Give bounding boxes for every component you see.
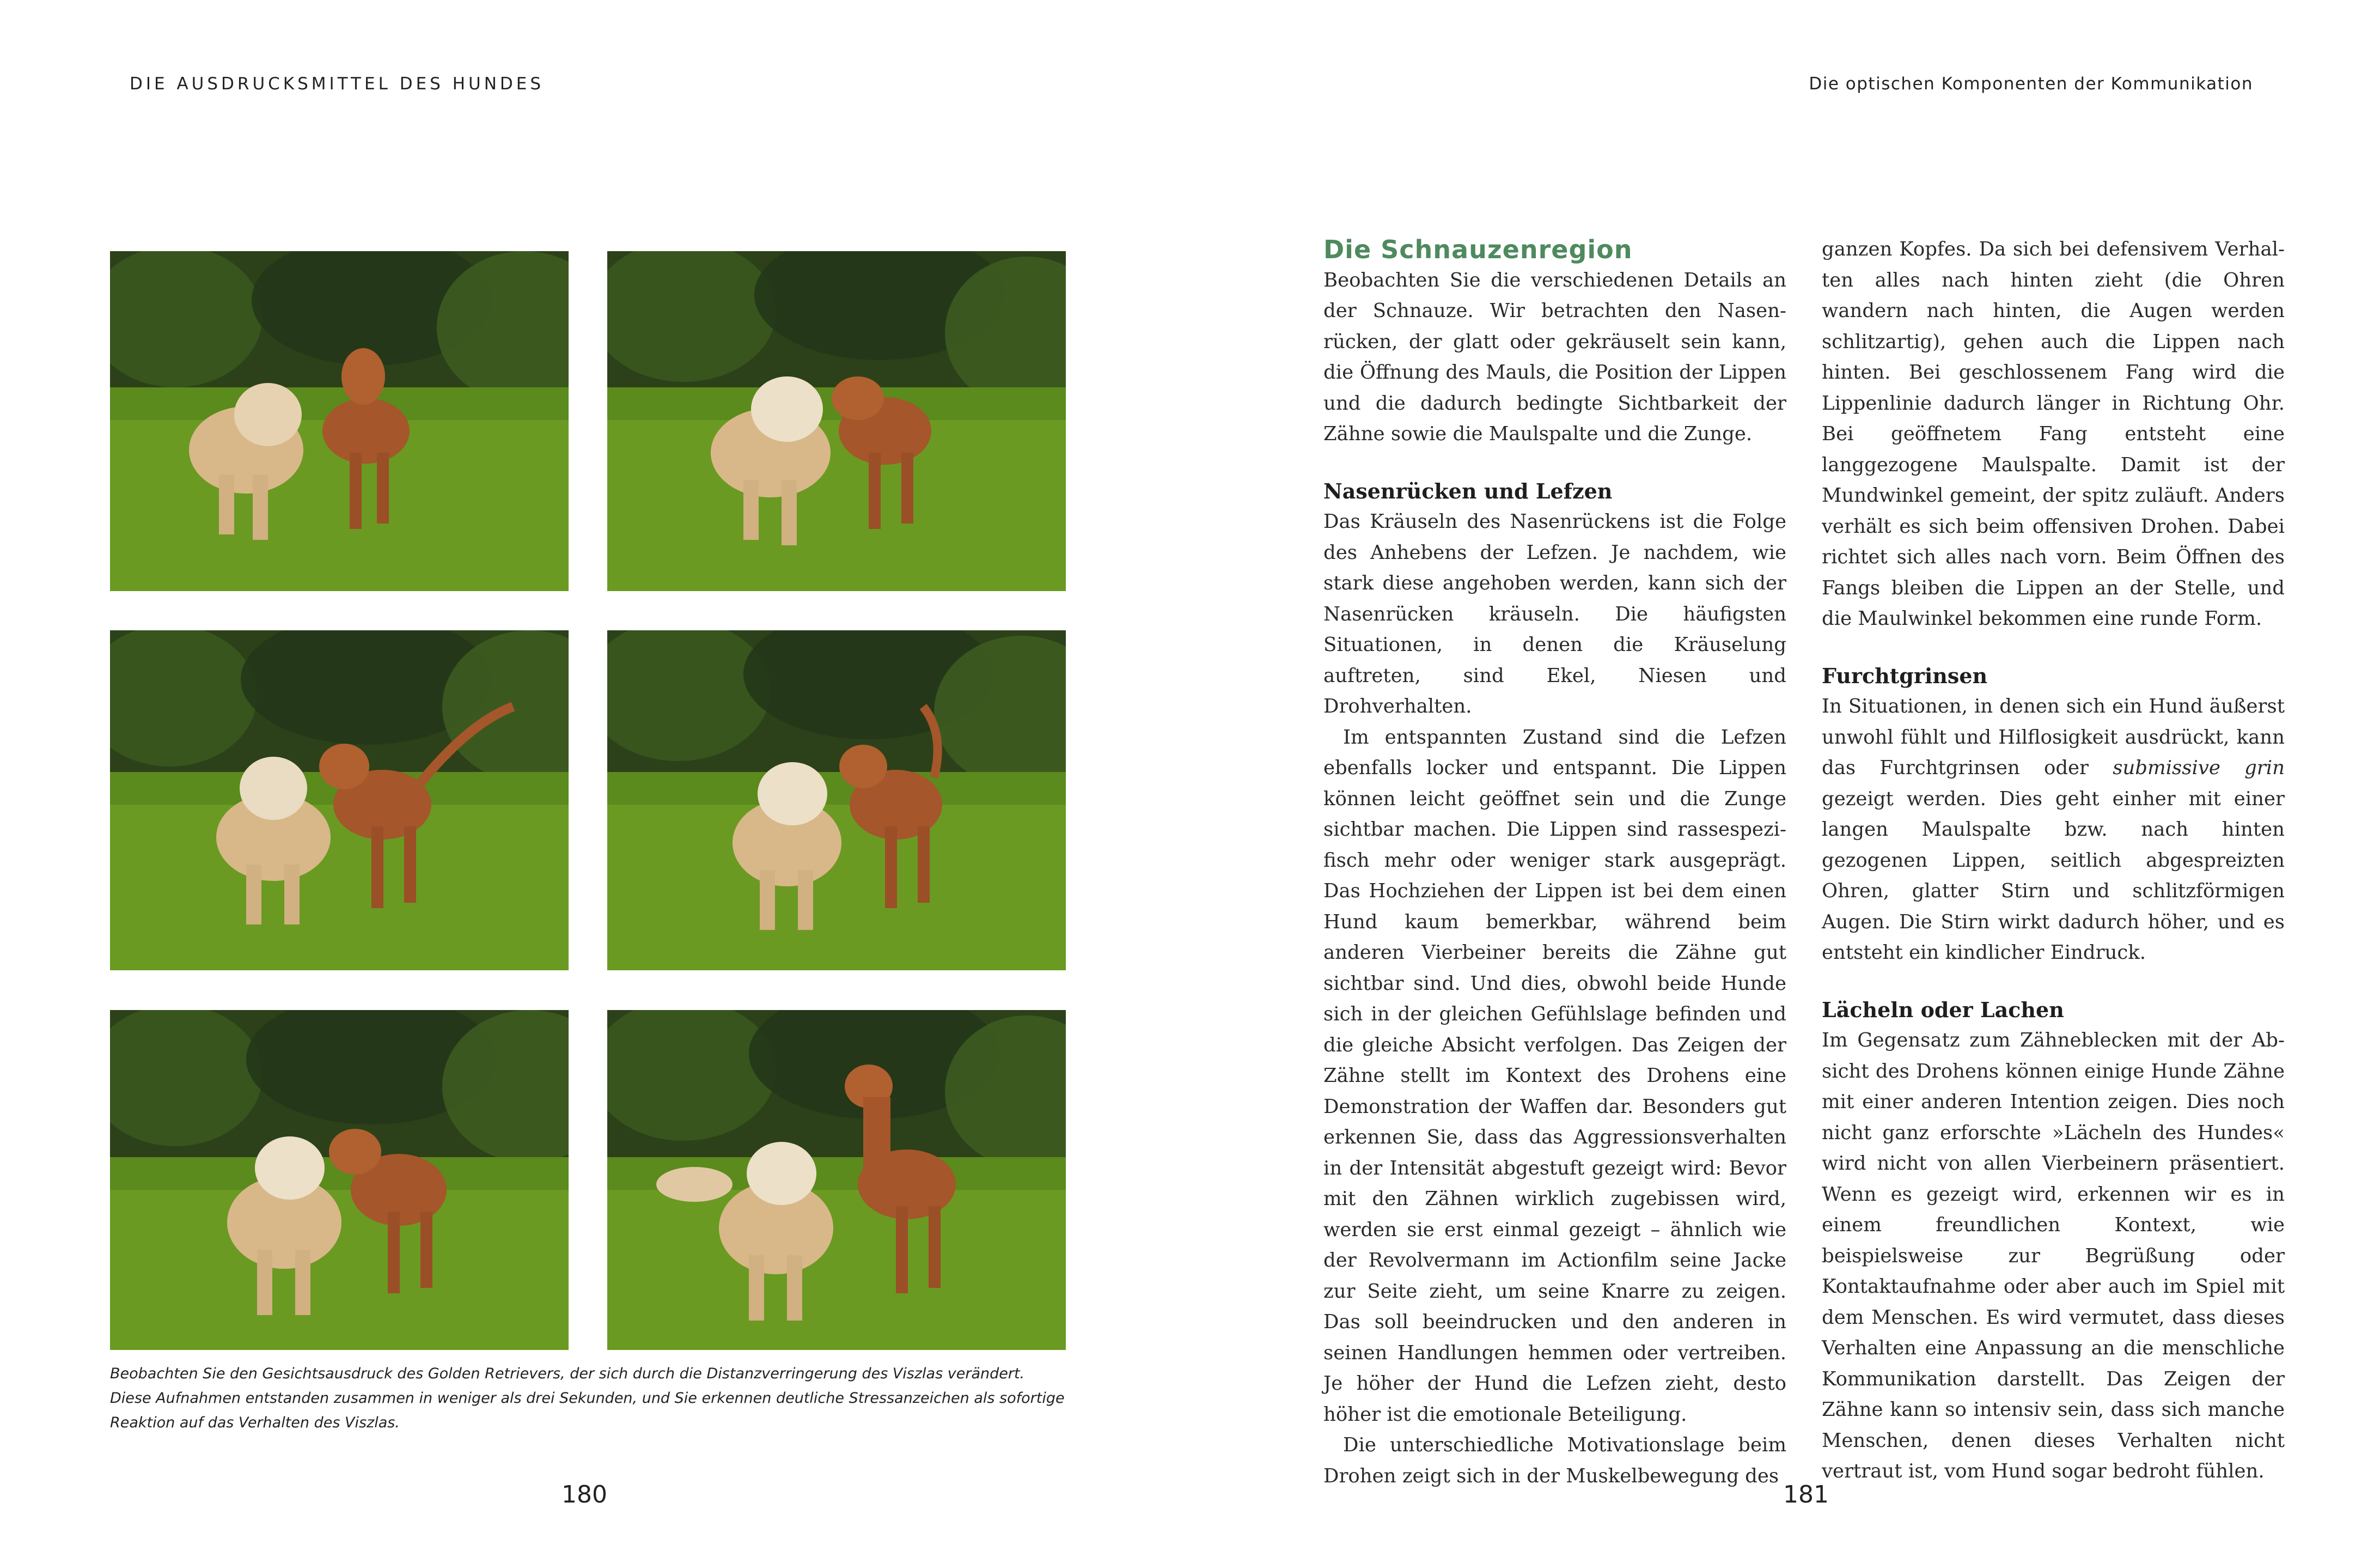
subheading-nasenruecken: Nasenrücken und Lefzen (1323, 478, 1613, 503)
dog-photo-3 (110, 630, 569, 970)
paragraph: ganzen Kopfes. Da sich bei defensivem Verhalten alles nach hinten zieht (die Ohren wandern nach hinten, die Augen werden schlitzartig), gehen auch die Lippen nach hinten. Bei geschlossenem Fang wird die Lippenlinie dadurch länger in Richtung Ohr. Bei geöffnetem Fang entsteht eine langgezogene Maulspalte. Damit ist der Mundwinkel gemeint, der spitz zuläuft. Anders verhält es sich beim offensiven Drohen. Dabei richtet sich alles nach vorn. Beim Öffnen des Fangs bleiben die Lippen an der Stelle, und die Maulwinkel bekommen eine runde Form. (1822, 238, 2285, 630)
paragraph: Die unterschiedliche Motivationslage beim Drohen zeigt sich in der Muskelbewegung des (1323, 1434, 1786, 1487)
paragraph (1822, 691, 2285, 969)
text-run: gezeigt werden. Dies geht einher mit einer langen Maulspalte bzw. nach hinten gezogenen Lippen, seitlich abgespreizten Ohren, glatter Stirn und schlitzförmigen Augen. Die Stirn wirkt dadurch höher, und es entsteht ein kindlicher Eindruck. (1822, 787, 2285, 964)
text-column-1 (1323, 234, 1786, 1492)
section-title: Die Schnauzenregion (1323, 235, 1633, 264)
emphasis: submissive grin (2113, 757, 2285, 779)
subheading-laecheln: Lächeln oder Lachen (1822, 997, 2064, 1022)
photo-caption: Beobachten Sie den Gesichtsausdruck des Golden Retrievers, der sich durch die Distanzverringerung des Viszlas verändert. Diese Aufnahmen entstanden zusammen in weniger als drei Sekunden, und Sie erkennen deutliche Stressanzeichen als sofortige Reaktion auf das Verhalten des Viszlas. (110, 1365, 1065, 1431)
intro-paragraph: Beobachten Sie die verschiedenen Details an der Schnauze. Wir betrachten den Nasenrücken, der glatt oder gekräuselt sein kann, die Öffnung des Mauls, die Position der Lippen und die dadurch bedingte Sichtbarkeit der Zähne sowie die Maulspalte und die Zunge. (1323, 269, 1786, 445)
subheading-furchtgrinsen: Furchtgrinsen (1822, 663, 1988, 688)
running-head-left: DIE AUSDRUCKSMITTEL DES HUNDES (130, 74, 545, 94)
text-column-2 (1822, 234, 2285, 1487)
dog-photo-1 (110, 251, 569, 591)
running-head-right: Die optischen Komponenten der Kommunikation (1809, 74, 2253, 94)
dog-photo-4 (607, 630, 1066, 970)
paragraph: Im entspannten Zustand sind die Lefzen ebenfalls locker und entspannt. Die Lippen können leicht geöffnet sein und die Zunge sichtbar machen. Die Lippen sind rassespezifisch mehr oder weniger stark ausgeprägt. Das Hochziehen der Lippen ist bei dem einen Hund kaum bemerkbar, während beim anderen Vierbeiner bereits die Zähne gut sichtbar sind. Und dies, obwohl beide Hunde sich in der gleichen Gefühlslage befinden und die gleiche Absicht verfolgen. Das Zeigen der Zähne stellt im Kontext des Drohens eine Demonstration der Waffen dar. Besonders gut erkennen Sie, dass das Aggressionsverhalten in der Intensität abgestuft gezeigt wird: Bevor mit den Zähnen wirklich zugebissen wird, werden sie erst einmal gezeigt – ähnlich wie der Revolvermann im Actionfilm seine Jacke zur Seite zieht, um seine Knarre zu zeigen. Das soll beeindrucken und den anderen in seinen Handlungen hemmen oder vertreiben. Je höher der Hund die Lefzen zieht, desto höher ist die emotionale Beteiligung. (1323, 726, 1786, 1426)
page-number-right: 181 (1783, 1481, 1829, 1509)
paragraph: Das Kräuseln des Nasenrückens ist die Folge des Anhebens der Lefzen. Je nachdem, wie stark diese angehoben werden, kann sich der Nasenrücken kräuseln. Die häufigsten Situationen, in denen die Kräuselung auftreten, sind Ekel, Niesen und Drohverhalten. (1323, 510, 1786, 717)
right-page (1190, 0, 2380, 1557)
page-number-left: 180 (562, 1481, 607, 1509)
dog-photo-5 (110, 1010, 569, 1350)
paragraph: Im Gegensatz zum Zähneblecken mit der Absicht des Drohens können einige Hunde Zähne mit einer anderen Intention zeigen. Dies noch nicht ganz erforschte »Lächeln des Hundes« wird nicht von allen Vierbeinern präsentiert. Wenn es gezeigt wird, erkennen wir es in einem freundlichen Kontext, wie beispielsweise zur Begrüßung oder Kontaktaufnahme oder aber auch im Spiel mit dem Menschen. Es wird vermutet, dass dieses Verhalten eine Anpassung an die menschliche Kommunikation darstellt. Das Zeigen der Zähne kann so intensiv sein, dass sich manche Menschen, denen dieses Verhalten nicht vertraut ist, vom Hund sogar bedroht fühlen. (1822, 1029, 2285, 1482)
dog-photo-2 (607, 251, 1066, 591)
text-run: In Situationen, in denen sich ein Hund äußerst unwohl fühlt und Hilflosigkeit ausdrückt, kann das Furchtgrinsen oder (1822, 695, 2285, 779)
dog-photo-6 (607, 1010, 1066, 1350)
